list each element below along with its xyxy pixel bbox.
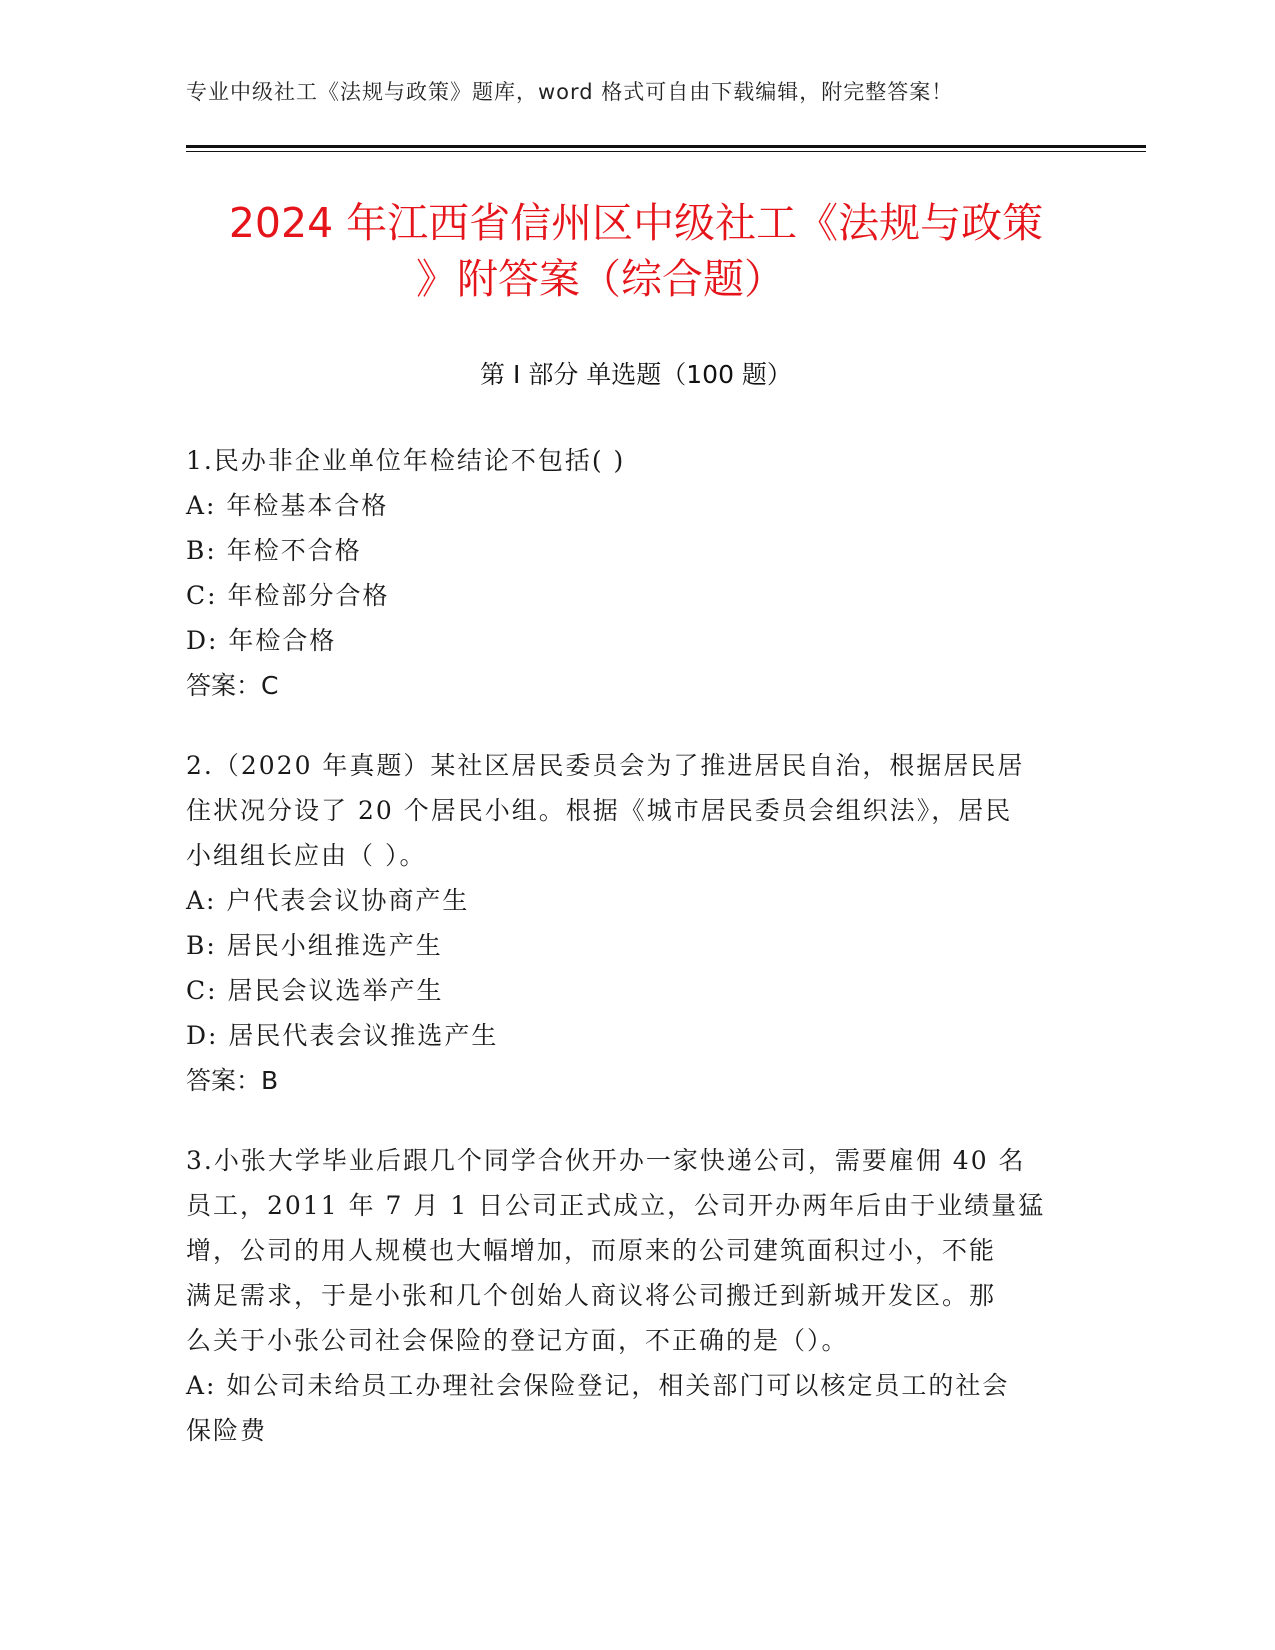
question-2 — [186, 743, 1066, 1103]
question-option-d: D: 年检合格 — [186, 626, 337, 655]
question-stem-line: 住状况分设了 20 个居民小组。根据《城市居民委员会组织法》，居民 — [186, 796, 1013, 825]
question-option-a: A: 户代表会议协商产生 — [186, 886, 470, 915]
header-rule-thin — [186, 151, 1146, 152]
question-3 — [186, 1138, 1066, 1453]
question-option-a: A: 年检基本合格 — [186, 491, 389, 520]
document-title — [186, 195, 1086, 307]
header-rule-thick — [186, 145, 1146, 148]
question-stem-line: 增，公司的用人规模也大幅增加，而原来的公司建筑面积过小，不能 — [186, 1236, 997, 1265]
question-1 — [186, 438, 1066, 708]
question-option-b: B: 居民小组推选产生 — [186, 931, 443, 960]
question-option-a-continued: 保险费 — [186, 1416, 268, 1445]
section-title: 第 I 部分 单选题（100 题） — [480, 360, 792, 389]
question-option-c: C: 年检部分合格 — [186, 581, 390, 610]
question-answer: 答案：C — [186, 671, 279, 700]
question-stem-line: 员工，2011 年 7 月 1 日公司正式成立，公司开办两年后由于业绩量猛 — [186, 1191, 1046, 1220]
question-answer: 答案：B — [186, 1066, 279, 1095]
document-title-line-2: 》附答案（综合题） — [416, 255, 785, 303]
header-note: 专业中级社工《法规与政策》题库，word 格式可自由下载编辑，附完整答案！ — [186, 80, 954, 104]
question-option-d: D: 居民代表会议推选产生 — [186, 1021, 499, 1050]
question-option-a: A: 如公司未给员工办理社会保险登记，相关部门可以核定员工的社会 — [186, 1371, 1010, 1400]
question-stem-line: 么关于小张公司社会保险的登记方面，不正确的是（）。 — [186, 1326, 849, 1355]
document-title-line-1: 2024 年江西省信州区中级社工《法规与政策 — [228, 199, 1044, 247]
question-stem-line: 满足需求，于是小张和几个创始人商议将公司搬迁到新城开发区。那 — [186, 1281, 997, 1310]
question-stem-line: 3.小张大学毕业后跟几个同学合伙开办一家快递公司，需要雇佣 40 名 — [186, 1146, 1026, 1175]
question-stem-line: 2.（2020 年真题）某社区居民委员会为了推进居民自治，根据居民居 — [186, 751, 1025, 780]
question-stem-line: 1.民办非企业单位年检结论不包括( ) — [186, 446, 626, 475]
question-option-b: B: 年检不合格 — [186, 536, 362, 565]
question-stem-line: 小组组长应由（ ）。 — [186, 841, 427, 870]
question-option-c: C: 居民会议选举产生 — [186, 976, 444, 1005]
